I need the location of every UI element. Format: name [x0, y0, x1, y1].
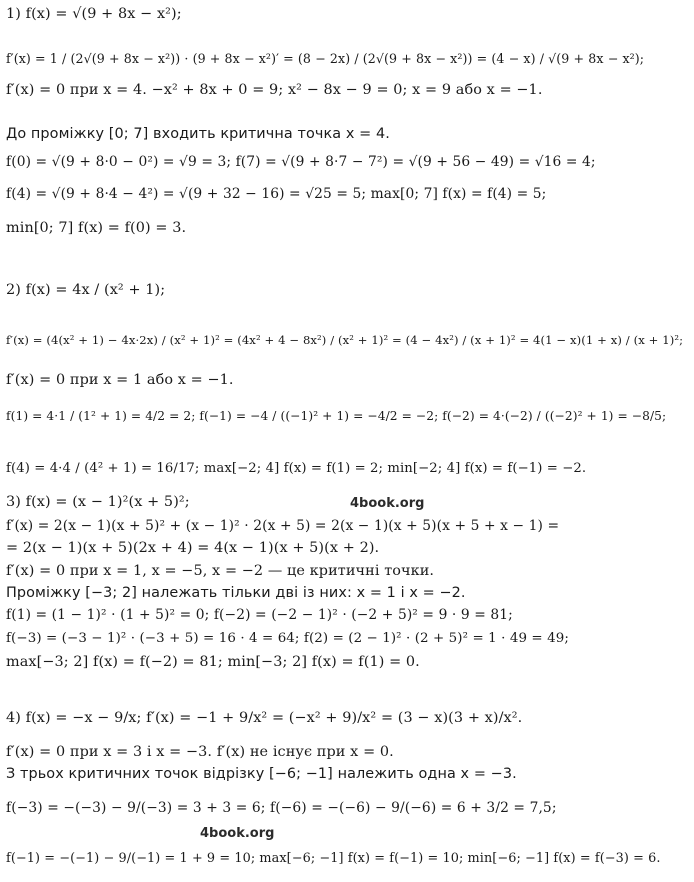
part4-line3: З трьох критичних точок відрізку [−6; −1] належить одна x = −3.	[6, 766, 517, 782]
part2-line2: f′(x) = (4(x² + 1) − 4x·2x) / (x² + 1)² = (4x² + 4 − 8x²) / (x² + 1)² = (4 − 4x²) / (x + 1)² = 4(1 − x)(1 + x) / (x + 1)²;	[6, 333, 684, 347]
part3-line6: f(1) = (1 − 1)² · (1 + 5)² = 0; f(−2) = (−2 − 1)² · (−2 + 5)² = 9 · 9 = 81;	[6, 607, 513, 623]
part4-line5: f(−1) = −(−1) − 9/(−1) = 1 + 9 = 10; max[−6; −1] f(x) = f(−1) = 10; min[−6; −1] f(x) = f(−3) = 6.	[6, 851, 661, 866]
part3-line8: max[−3; 2] f(x) = f(−2) = 81; min[−3; 2] f(x) = f(1) = 0.	[6, 654, 420, 670]
part1-line5: f(0) = √(9 + 8·0 − 0²) = √9 = 3; f(7) = √(9 + 8·7 − 7²) = √(9 + 56 − 49) = √16 = 4;	[6, 154, 596, 170]
part2-line4: f(1) = 4·1 / (1² + 1) = 4/2 = 2; f(−1) = −4 / ((−1)² + 1) = −4/2 = −2; f(−2) = 4·(−2) / ((−2)² + 1) = −8/5;	[6, 409, 667, 423]
part1-line4: До проміжку [0; 7] входить критична точка x = 4.	[6, 126, 390, 142]
watermark-text-2: 4book.org	[200, 826, 275, 841]
part3-line1: 3) f(x) = (x − 1)²(x + 5)²;	[6, 494, 190, 510]
part1-line6: f(4) = √(9 + 8·4 − 4²) = √(9 + 32 − 16) = √25 = 5; max[0; 7] f(x) = f(4) = 5;	[6, 186, 547, 202]
part2-line5: f(4) = 4·4 / (4² + 1) = 16/17; max[−2; 4] f(x) = f(1) = 2; min[−2; 4] f(x) = f(−1) = −2.	[6, 461, 587, 476]
part4-line2: f′(x) = 0 при x = 3 і x = −3. f′(x) не існує при x = 0.	[6, 744, 394, 760]
part2-line1: 2) f(x) = 4x / (x² + 1);	[6, 282, 166, 298]
part3-line5: Проміжку [−3; 2] належать тільки дві із них: x = 1 і x = −2.	[6, 585, 466, 601]
part4-line1: 4) f(x) = −x − 9/x; f′(x) = −1 + 9/x² = (−x² + 9)/x² = (3 − x)(3 + x)/x².	[6, 710, 523, 726]
part3-line7: f(−3) = (−3 − 1)² · (−3 + 5) = 16 · 4 = 64; f(2) = (2 − 1)² · (2 + 5)² = 1 · 49 = 49;	[6, 631, 569, 646]
part4-line4: f(−3) = −(−3) − 9/(−3) = 3 + 3 = 6; f(−6) = −(−6) − 9/(−6) = 6 + 3/2 = 7,5;	[6, 800, 557, 816]
part1-line3: f′(x) = 0 при x = 4. −x² + 8x + 0 = 9; x² − 8x − 9 = 0; x = 9 або x = −1.	[6, 82, 543, 98]
part1-line7: min[0; 7] f(x) = f(0) = 3.	[6, 220, 187, 236]
part3-line4: f′(x) = 0 при x = 1, x = −5, x = −2 — це критичні точки.	[6, 563, 435, 579]
part2-line3: f′(x) = 0 при x = 1 або x = −1.	[6, 372, 234, 388]
part3-line3: = 2(x − 1)(x + 5)(2x + 4) = 4(x − 1)(x + 5)(x + 2).	[6, 540, 380, 556]
part1-line2: f′(x) = 1 / (2√(9 + 8x − x²)) · (9 + 8x − x²)′ = (8 − 2x) / (2√(9 + 8x − x²)) = (4 − x) / √(9 + 8x − x²);	[6, 51, 645, 66]
part1-line1: 1) f(x) = √(9 + 8x − x²);	[6, 6, 182, 22]
watermark-text: 4book.org	[350, 496, 425, 511]
part3-line2: f′(x) = 2(x − 1)(x + 5)² + (x − 1)² · 2(x + 5) = 2(x − 1)(x + 5)(x + 5 + x − 1) =	[6, 518, 560, 534]
